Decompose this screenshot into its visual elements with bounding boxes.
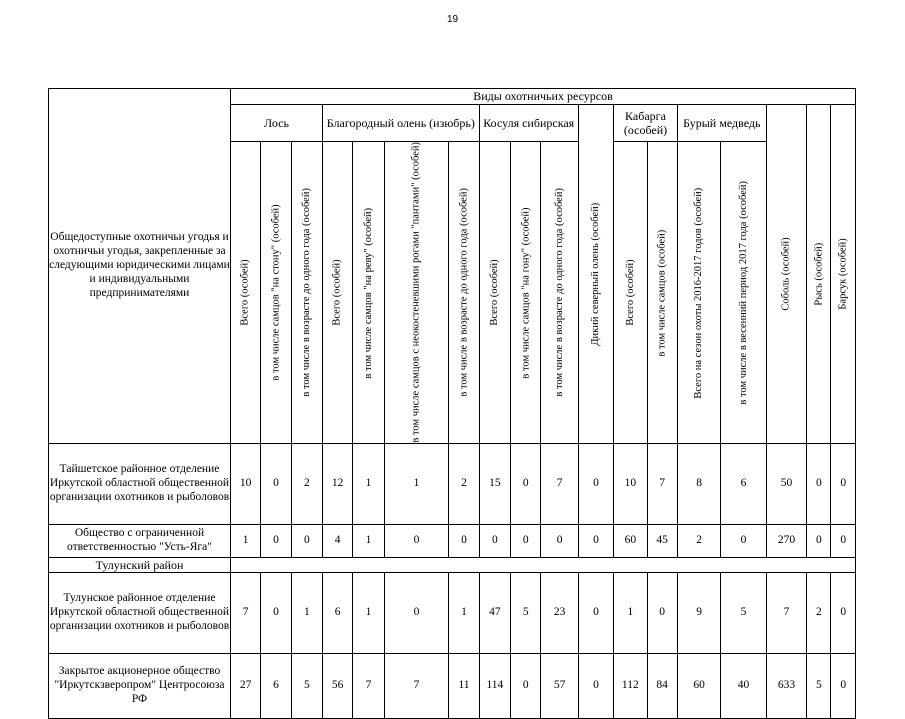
cell: 0 — [384, 524, 449, 557]
cell: 27 — [230, 654, 260, 719]
cell: 5 — [721, 573, 766, 654]
page-number: 19 — [446, 14, 459, 25]
col-header: Всего (особей) — [614, 142, 647, 444]
row-name: Тайшетское районное отделение Иркутской областной общественной организации охотников и рыболовов — [49, 443, 231, 524]
cell: 2 — [677, 524, 720, 557]
cell: 0 — [384, 573, 449, 654]
group-los: Лось — [230, 105, 322, 142]
cell: 9 — [677, 573, 720, 654]
cell: 7 — [384, 654, 449, 719]
cell: 0 — [578, 524, 613, 557]
cell: 1 — [230, 524, 260, 557]
cell: 8 — [677, 443, 720, 524]
cell: 1 — [384, 443, 449, 524]
cell: 0 — [479, 524, 510, 557]
cell: 45 — [647, 524, 677, 557]
cell: 10 — [230, 443, 260, 524]
col-header: в том числе самцов "на реву" (особей) — [353, 142, 384, 444]
col-header: Барсук (особей) — [831, 105, 856, 444]
top-header: Виды охотничьих ресурсов — [230, 89, 855, 105]
table-row — [49, 443, 856, 524]
cell: 0 — [831, 524, 856, 557]
cell: 270 — [766, 524, 806, 557]
table-row — [49, 524, 856, 557]
cell: 60 — [614, 524, 647, 557]
col-header: в том числе в возрасте до одного года (особей) — [291, 142, 322, 444]
col-header: в том числе самцов с неокостеневшими рогами "пантами" (особей) — [384, 142, 449, 444]
cell: 50 — [766, 443, 806, 524]
cell: 7 — [647, 443, 677, 524]
cell: 56 — [322, 654, 352, 719]
cell: 0 — [261, 573, 291, 654]
cell: 23 — [541, 573, 578, 654]
cell: 6 — [261, 654, 291, 719]
cell: 57 — [541, 654, 578, 719]
col-header: Всего (особей) — [322, 142, 352, 444]
cell: 1 — [353, 524, 384, 557]
district-row — [49, 557, 856, 572]
cell: 5 — [291, 654, 322, 719]
cell: 12 — [322, 443, 352, 524]
cell: 15 — [479, 443, 510, 524]
cell: 60 — [677, 654, 720, 719]
hunting-resources-table — [48, 88, 856, 719]
cell: 0 — [831, 443, 856, 524]
col-header: Всего (особей) — [479, 142, 510, 444]
cell: 0 — [291, 524, 322, 557]
cell: 1 — [353, 443, 384, 524]
table-row — [49, 654, 856, 719]
cell: 0 — [831, 573, 856, 654]
col-header: Дикий северный олень (особей) — [578, 105, 613, 444]
cell: 0 — [261, 443, 291, 524]
cell: 1 — [291, 573, 322, 654]
cell: 0 — [449, 524, 479, 557]
cell: 0 — [578, 654, 613, 719]
cell: 2 — [291, 443, 322, 524]
col-header: в том числе самцов "на гону" (особей) — [511, 142, 541, 444]
group-medved: Бурый медведь — [677, 105, 766, 142]
col-header: в том числе в возрасте до одного года (особей) — [449, 142, 479, 444]
cell: 0 — [541, 524, 578, 557]
col-header: Рысь (особей) — [807, 105, 831, 444]
cell: 0 — [647, 573, 677, 654]
row-name: Закрытое акционерное общество "Иркутскзверопром" Центросоюза РФ — [49, 654, 231, 719]
cell: 5 — [511, 573, 541, 654]
cell: 47 — [479, 573, 510, 654]
cell: 0 — [807, 443, 831, 524]
row-name: Тулунское районное отделение Иркутской областной общественной организации охотников и рыболовов — [49, 573, 231, 654]
cell: 0 — [721, 524, 766, 557]
cell: 7 — [541, 443, 578, 524]
cell: 114 — [479, 654, 510, 719]
cell: 11 — [449, 654, 479, 719]
cell: 1 — [353, 573, 384, 654]
col-header: в том числе самцов (особей) — [647, 142, 677, 444]
left-header: Общедоступные охотничьи угодья и охотничьи угодья, закрепленные за следующими юридическими лицами и индивидуальными предпринимателями — [49, 89, 231, 444]
cell: 6 — [721, 443, 766, 524]
cell: 0 — [511, 443, 541, 524]
group-kosulya: Косуля сибирская — [479, 105, 578, 142]
col-header: Всего на сезон охоты 2016-2017 годов (особей) — [677, 142, 720, 444]
cell: 112 — [614, 654, 647, 719]
col-header: Соболь (особей) — [766, 105, 806, 444]
cell: 633 — [766, 654, 806, 719]
col-header: в том числе в весенний период 2017 года (особей) — [721, 142, 766, 444]
cell: 0 — [511, 524, 541, 557]
cell: 0 — [807, 524, 831, 557]
cell: 7 — [353, 654, 384, 719]
district-heading: Тулунский район — [49, 557, 231, 572]
cell: 0 — [831, 654, 856, 719]
cell: 1 — [614, 573, 647, 654]
cell: 0 — [578, 443, 613, 524]
cell: 5 — [807, 654, 831, 719]
group-kabarga: Кабарга (особей) — [614, 105, 678, 142]
cell: 2 — [449, 443, 479, 524]
cell: 6 — [322, 573, 352, 654]
cell: 1 — [449, 573, 479, 654]
cell: 10 — [614, 443, 647, 524]
cell: 84 — [647, 654, 677, 719]
group-olen: Благородный олень (изюбрь) — [322, 105, 479, 142]
col-header: в том числе самцов "на стону" (особей) — [261, 142, 291, 444]
col-header: в том числе в возрасте до одного года (особей) — [541, 142, 578, 444]
row-name: Общество с ограниченной ответственностью "Усть-Яга" — [49, 524, 231, 557]
cell: 7 — [766, 573, 806, 654]
district-spacer — [230, 557, 855, 572]
cell: 0 — [511, 654, 541, 719]
cell: 2 — [807, 573, 831, 654]
cell: 0 — [261, 524, 291, 557]
cell: 7 — [230, 573, 260, 654]
cell: 4 — [322, 524, 352, 557]
table-row — [49, 573, 856, 654]
col-header: Всего (особей) — [230, 142, 260, 444]
cell: 40 — [721, 654, 766, 719]
cell: 0 — [578, 573, 613, 654]
